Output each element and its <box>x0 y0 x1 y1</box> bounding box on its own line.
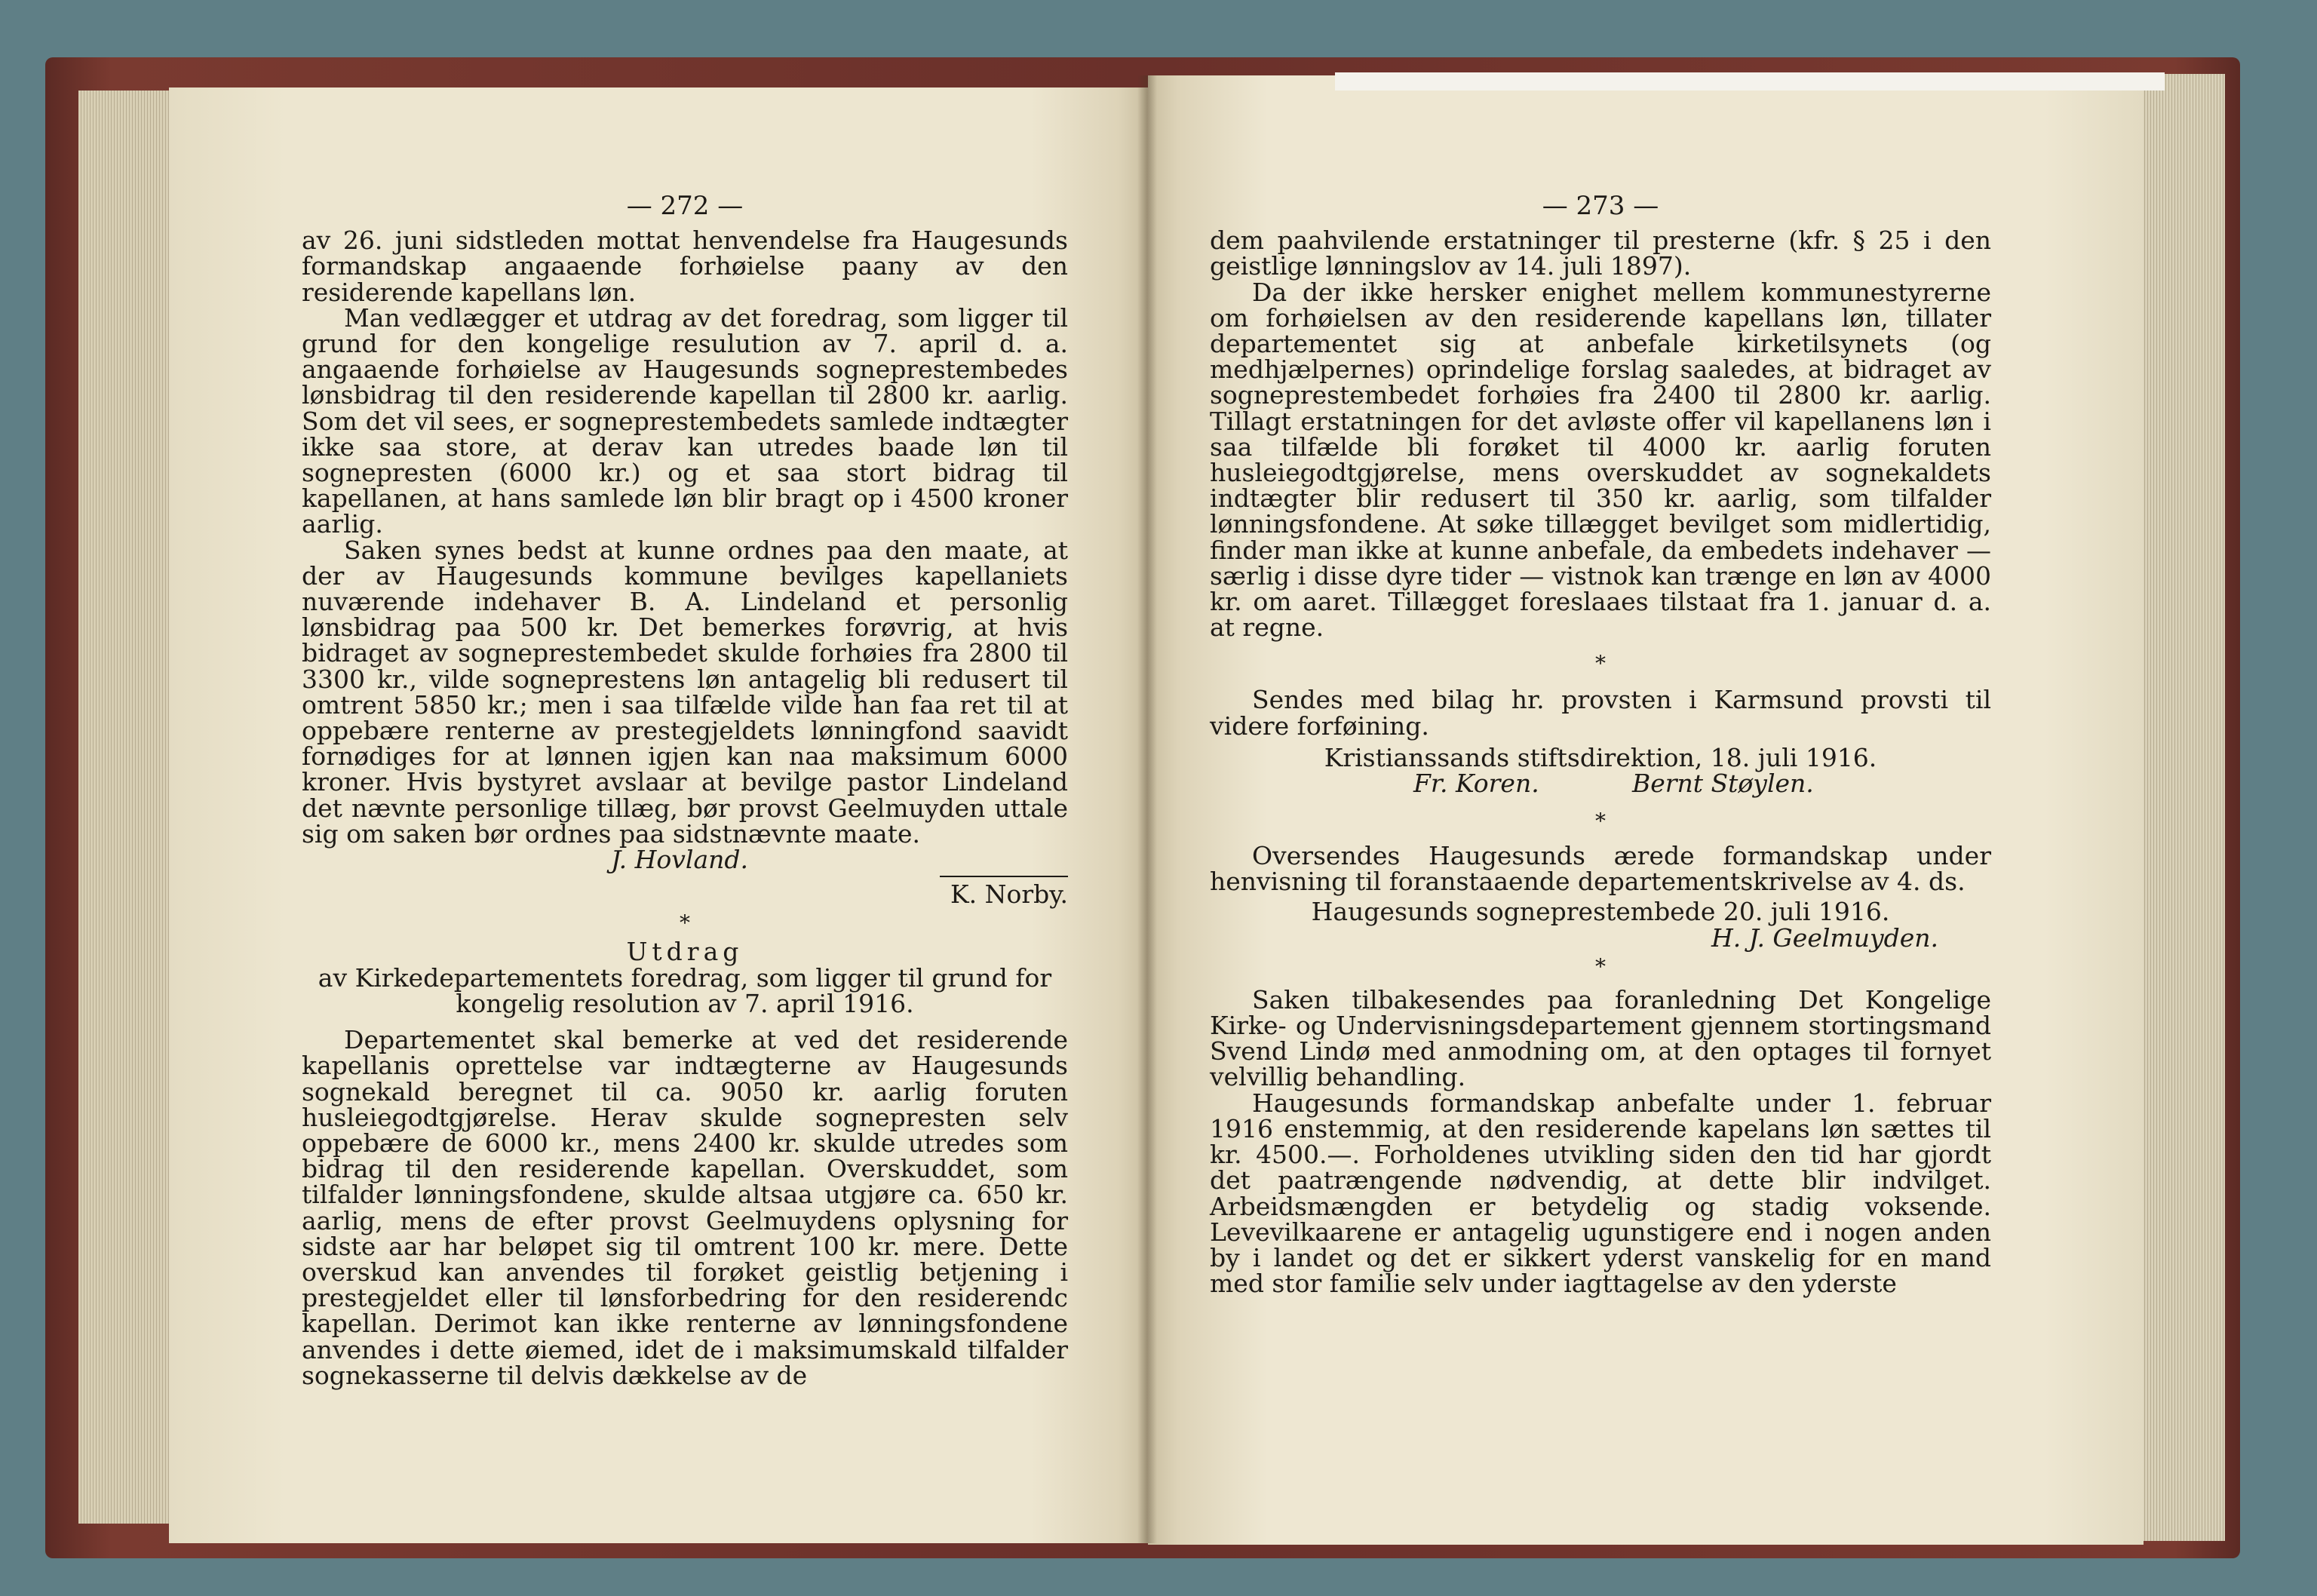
paragraph: Sendes med bilag hr. provsten i Karmsund provsti til videre forføining. <box>1210 685 1991 741</box>
page-number-left: — 272 — <box>626 191 744 221</box>
spine-tape <box>1335 72 2165 91</box>
paragraph: Haugesunds formandskap anbefalte under 1. februar 1916 enstemmig, at den residerende kapelans løn sættes til kr. 4500.—. Forholdenes utvikling siden den tid har gjordt det paatrængende nødvendig, at dette blir indvilget. Arbeidsmængden er betydelig og stadig voksende. Levevilkaarene er antagelig ugunstigere end i nogen anden by i landet og det er sikkert yderst vanskelig for en mand med stor familie selv under iagttagelse av den yderste <box>1210 1088 1991 1299</box>
paragraph: dem paahvilende erstatninger til presterne (kfr. § 25 i den geistlige lønningslov av 14. juli 1897). <box>1210 226 1991 281</box>
signature-geelmuyden: H. J. Geelmuyden. <box>1711 922 1938 953</box>
paragraph: Da der ikke hersker enighet mellem kommunestyrerne om forhøielsen av den residerende kapellans løn, tillater departementet sig at anbefale kirketilsynets (og medhjælpernes) oprindelige forslag saaledes, at bidraget av sogneprestembedet forhøies fra 2400 til 2800 kr. aarlig. Tillagt erstatningen for det avløste offer vil kapellanens løn i saa tilfælde bli forøket til 4000 kr. aarlig foruten husleiegodtgjørelse, mens overskuddet av sognekaldets indtægter blir redusert til 350 kr. aarlig, som tilfalder lønningsfondene. At søke tillægget bevilget som midlertidig, finder man ikke at kunne anbefale, da embedets indehaver — særlig i disse dyre tider — vistnok kan trænge en løn av 4000 kr. om aaret. Tillægget foreslaaes tilstaat fra 1. januar d. a. at regne. <box>1210 277 1991 643</box>
dateline: Kristianssands stiftsdirektion, 18. juli 1916. <box>1324 742 1877 772</box>
utdrag-subtitle: kongelig resolution av 7. april 1916. <box>456 988 914 1018</box>
paragraph: Oversendes Haugesunds ærede formandskap under henvisning til foranstaaende departementskrivelse av 4. ds. <box>1210 841 1991 897</box>
signature-hovland: J. Hovland. <box>611 845 749 875</box>
signature-stoylen: Bernt Støylen. <box>1632 769 1814 799</box>
section-separator: * <box>1595 809 1606 834</box>
dateline: Haugesunds sogneprestembede 20. juli 1916. <box>1311 897 1890 927</box>
page-edges-left <box>78 91 169 1524</box>
signature-norby: K. Norby. <box>950 879 1068 910</box>
signature-row <box>1210 771 1991 800</box>
utdrag-subtitle: av Kirkedepartementets foredrag, som ligger til grund for <box>318 962 1052 993</box>
section-separator: * <box>1595 651 1606 677</box>
section-separator: * <box>1595 953 1606 979</box>
right-page-text <box>1210 193 1991 1297</box>
page-edges-right <box>2142 74 2225 1541</box>
section-separator: * <box>680 910 690 936</box>
left-page-text <box>302 193 1068 1389</box>
signature-rule <box>940 876 1068 877</box>
utdrag-title: Utdrag <box>626 937 744 967</box>
paragraph: av 26. juni sidstleden mottat henvendelse fra Haugesunds formandskap angaaende forhøielse paany av den residerende kapellans løn. <box>302 226 1068 307</box>
book-gutter <box>1137 75 1157 1543</box>
paragraph: Man vedlægger et utdrag av det foredrag, som ligger til grund for den kongelige resulution av 7. april d. a. angaaende forhøielse av Haugesunds sogneprestembedes lønsbidrag til den residerende kapellan til 2800 kr. aarlig. Som det vil sees, er sogneprestembedets samlede indtægter ikke saa store, at derav kan utredes baade løn til sognepresten (6000 kr.) og et saa stort bidrag til kapellanen, at hans samlede løn blir bragt op i 4500 kroner aarlig. <box>302 302 1068 539</box>
page-number-right: — 273 — <box>1542 191 1659 221</box>
paragraph: Departementet skal bemerke at ved det residerende kapellanis oprettelse var indtægterne av Haugesunds sognekald beregnet til ca. 9050 kr. aarlig foruten husleiegodtgjørelse. Herav skulde sognepresten selv oppebære de 6000 kr., mens 2400 kr. skulde utredes som bidrag til den residerende kapellan. Overskuddet, som tilfalder lønningsfondene, skulde altsaa utgjøre ca. 650 kr. aarlig, mens de efter provst Geelmuydens oplysning for sidste aar har beløpet sig til omtrent 100 kr. mere. Dette overskud kan anvendes til forøket geistlig betjening i prestegjeldet eller til lønsforbedring for den residerendc kapellan. Derimot kan ikke renterne av lønningsfondene anvendes i dette øiemed, idet de i maksimumskald tilfalder sognekasserne til delvis dækkelse av de <box>302 1025 1068 1390</box>
paragraph: Saken synes bedst at kunne ordnes paa den maate, at der av Haugesunds kommune bevilges kapellaniets nuværende indehaver B. A. Lindeland et personlig lønsbidrag paa 500 kr. Det bemerkes forøvrig, at hvis bidraget av sogneprestembedet skulde forhøies fra 2800 til 3300 kr., vilde sogneprestens løn antagelig bli redusert til omtrent 5850 kr.; men i saa tilfælde vilde han faa ret til at oppebære renterne av prestegjeldets lønningfond saavidt fornødiges for at lønnen igjen kan naa maksimum 6000 kroner. Hvis bystyret avslaar at bevilge pastor Lindeland det nævnte personlige tillæg, bør provst Geelmuyden uttale sig om saken bør ordnes paa sidstnævnte maate. <box>302 535 1068 849</box>
paragraph: Saken tilbakesendes paa foranledning Det Kongelige Kirke- og Undervisningsdepartement gjennem stortingsmand Svend Lindø med anmodning om, at den optages til fornyet velvillig behandling. <box>1210 984 1991 1092</box>
signature-koren: Fr. Koren. <box>1413 769 1539 799</box>
